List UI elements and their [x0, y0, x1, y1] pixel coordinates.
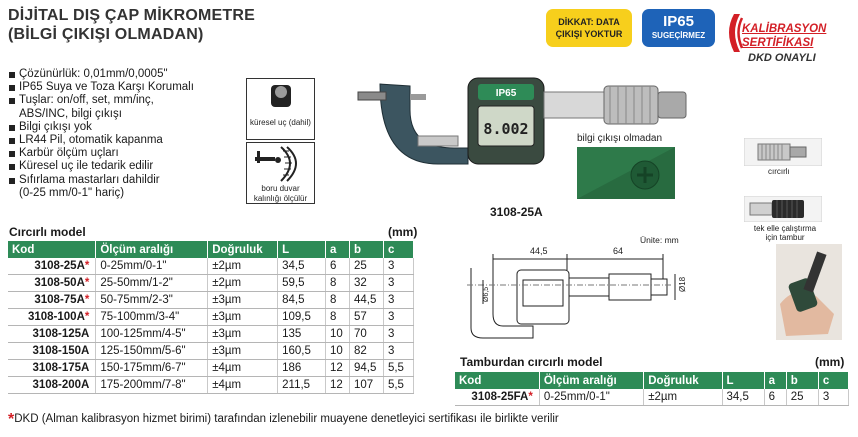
cell-range: 150-175mm/6-7" — [96, 359, 208, 376]
table-row — [8, 258, 414, 275]
cell-accuracy: ±3µm — [208, 292, 278, 309]
dimension-44-5: 44,5 — [530, 246, 548, 256]
cell-b: 82 — [350, 342, 384, 359]
cell-a: 8 — [326, 309, 350, 326]
ratchet-stop-image — [744, 138, 822, 166]
cell-c: 3 — [383, 309, 413, 326]
cell-L: 34,5 — [722, 389, 764, 406]
cell-accuracy: ±2µm — [208, 275, 278, 292]
cell-c: 3 — [383, 326, 413, 343]
dimension-d6-5: Ø6,5 — [483, 286, 490, 302]
no-data-output-badge — [546, 9, 632, 47]
dkd-star: * — [528, 391, 533, 404]
cell-a: 10 — [326, 342, 350, 359]
cell-accuracy: ±2µm — [644, 389, 722, 406]
certificate-line-1: KALİBRASYON — [742, 23, 827, 35]
certificate-line-2: SERTİFİKASI — [742, 37, 814, 49]
ratchet-model-table — [8, 241, 414, 394]
header-accuracy: Doğruluk — [208, 241, 278, 258]
table-row — [455, 389, 849, 406]
cell-range: 0-25mm/0-1" — [539, 389, 643, 406]
cell-L: 109,5 — [278, 309, 326, 326]
thimble-caption — [738, 224, 832, 242]
cell-accuracy: ±3µm — [208, 309, 278, 326]
cell-b: 107 — [350, 376, 384, 393]
cell-a: 10 — [326, 326, 350, 343]
cell-accuracy: ±2µm — [208, 258, 278, 275]
header-range: Ölçüm aralığı — [539, 372, 643, 389]
cell-a: 6 — [764, 389, 786, 406]
code-text: 3108-175A — [32, 361, 90, 374]
table-row — [8, 275, 414, 292]
cell-code — [455, 389, 539, 406]
thimble-caption-line-2: için tambur — [765, 233, 805, 242]
cell-code — [8, 275, 96, 292]
cell-b: 94,5 — [350, 359, 384, 376]
cell-c: 5,5 — [383, 376, 413, 393]
cell-code — [8, 292, 96, 309]
display-reading: 8.002 — [483, 120, 529, 138]
dkd-star: * — [84, 294, 90, 307]
footnote-star: * — [8, 411, 15, 428]
table1-caption: Cırcırlı model — [9, 225, 86, 239]
hand-using-micrometer-image — [776, 244, 842, 340]
code-text: 3108-150A — [32, 344, 90, 357]
cell-b: 57 — [350, 309, 384, 326]
certificate-text — [742, 22, 826, 50]
feature-item: Küresel uç ile tedarik edilir — [8, 160, 194, 173]
cell-a: 12 — [326, 359, 350, 376]
feature-item: Sıfırlama mastarları dahildir — [8, 174, 194, 187]
feature-item-continuation: (0-25 mm/0-1" hariç) — [19, 186, 125, 199]
code-text: 3108-25A — [34, 260, 85, 273]
table-header-row — [455, 372, 849, 389]
cell-L: 84,5 — [278, 292, 326, 309]
cell-accuracy: ±4µm — [208, 376, 278, 393]
page-title — [8, 6, 255, 44]
feature-item: Tuşlar: on/off, set, mm/inç, — [8, 94, 194, 107]
ip65-badge — [642, 9, 715, 47]
code-text: 3108-125A — [32, 328, 90, 340]
header-code: Kod — [455, 372, 539, 389]
cell-b: 25 — [786, 389, 818, 406]
cell-b: 70 — [350, 326, 384, 343]
cell-range: 25-50mm/1-2" — [96, 275, 208, 292]
table-row — [8, 376, 414, 393]
no-output-label: bilgi çıkışı olmadan — [577, 133, 663, 144]
dkd-star: * — [84, 311, 90, 324]
header-a: a — [326, 241, 350, 258]
dkd-approved-label: DKD ONAYLI — [748, 52, 816, 64]
pipe-wall-caption-2: kalınlığı ölçülür — [253, 194, 308, 203]
cell-L: 186 — [278, 359, 326, 376]
cell-range: 75-100mm/3-4" — [96, 309, 208, 326]
cell-a: 6 — [326, 258, 350, 275]
code-text: 3108-25FA — [471, 391, 529, 404]
cell-range: 175-200mm/7-8" — [96, 376, 208, 393]
pipe-wall-box — [246, 142, 315, 204]
table-row — [8, 326, 414, 343]
cell-code — [8, 359, 96, 376]
thimble-ratchet-image — [744, 196, 822, 222]
badge-line-2: ÇIKIŞI YOKTUR — [555, 29, 623, 39]
cell-L: 160,5 — [278, 342, 326, 359]
table2-unit: (mm) — [815, 355, 845, 369]
ratchet-caption: cırcırlı — [768, 167, 790, 176]
cell-code — [8, 309, 96, 326]
thimble-ratchet-model-table — [455, 372, 849, 406]
header-code: Kod — [8, 241, 96, 258]
ball-end-icon — [247, 79, 314, 119]
feature-item: Çözünürlük: 0,01mm/0,0005" — [8, 68, 194, 81]
unit-label: Ünite: mm — [640, 235, 679, 245]
dkd-star: * — [84, 260, 90, 273]
cell-range: 50-75mm/2-3" — [96, 292, 208, 309]
cell-L: 211,5 — [278, 376, 326, 393]
code-text: 3108-100A — [27, 311, 85, 324]
cell-code — [8, 376, 96, 393]
table-row — [8, 359, 414, 376]
thimble-caption-line-1: tek elle çalıştırma — [753, 224, 817, 233]
cell-b: 32 — [350, 275, 384, 292]
no-output-detail-image — [577, 147, 675, 199]
dimension-drawing — [463, 240, 703, 344]
feature-item: Karbür ölçüm uçları — [8, 147, 194, 160]
table-row — [8, 342, 414, 359]
pipe-wall-icon — [247, 143, 314, 183]
header-accuracy: Doğruluk — [644, 372, 722, 389]
cell-code — [8, 326, 96, 343]
ip65-label: IP65 — [663, 13, 694, 30]
feature-item-continuation: ABS/INC, bilgi çıkışı — [19, 107, 122, 120]
cell-accuracy: ±3µm — [208, 342, 278, 359]
cell-range: 125-150mm/5-6" — [96, 342, 208, 359]
header-range: Ölçüm aralığı — [96, 241, 208, 258]
title-line-1: DİJİTAL DIŞ ÇAP MİKROMETRE — [8, 7, 255, 24]
table2-caption: Tamburdan cırcırlı model — [460, 355, 603, 369]
header-L: L — [722, 372, 764, 389]
cell-accuracy: ±4µm — [208, 359, 278, 376]
footnote — [8, 411, 559, 429]
cell-b: 44,5 — [350, 292, 384, 309]
feature-item: Bilgi çıkışı yok — [8, 121, 194, 134]
title-line-2: (BİLGİ ÇIKIŞI OLMADAN) — [8, 26, 204, 43]
waterproof-label: SUGEÇİRMEZ — [651, 31, 706, 40]
ball-end-caption: küresel uç (dahil) — [250, 118, 311, 127]
header-c: c — [818, 372, 848, 389]
pipe-wall-caption-1: boru duvar — [261, 184, 300, 193]
table-header-row — [8, 241, 414, 258]
cell-range: 0-25mm/0-1" — [96, 258, 208, 275]
cell-a: 8 — [326, 275, 350, 292]
cell-L: 59,5 — [278, 275, 326, 292]
footnote-text: DKD (Alman kalibrasyon hizmet birimi) tarafından izlenebilir muayene denetleyici sertifikası ile birlikte verilir — [14, 413, 559, 425]
code-text: 3108-75A — [34, 294, 85, 307]
cell-a: 12 — [326, 376, 350, 393]
cell-c: 3 — [383, 292, 413, 309]
cell-c: 5,5 — [383, 359, 413, 376]
header-c: c — [383, 241, 413, 258]
header-a: a — [764, 372, 786, 389]
table-row — [8, 309, 414, 326]
calibration-certificate-badge — [726, 8, 854, 68]
cell-accuracy: ±3µm — [208, 326, 278, 343]
cell-a: 8 — [326, 292, 350, 309]
display-brand: IP65 — [495, 88, 517, 99]
table1-unit: (mm) — [388, 225, 418, 239]
cell-c: 3 — [818, 389, 848, 406]
cell-c: 3 — [383, 258, 413, 275]
code-text: 3108-50A — [34, 277, 85, 290]
dimension-d18: Ø18 — [678, 276, 687, 292]
feature-item: LR44 Pil, otomatik kapanma — [8, 134, 194, 147]
cell-code — [8, 258, 96, 275]
badge-line-1: DİKKAT: DATA — [558, 17, 620, 27]
cell-range: 100-125mm/4-5" — [96, 326, 208, 343]
code-text: 3108-200A — [32, 378, 90, 391]
cell-L: 34,5 — [278, 258, 326, 275]
dkd-star: * — [84, 277, 90, 290]
cell-c: 3 — [383, 275, 413, 292]
header-b: b — [350, 241, 384, 258]
cell-b: 25 — [350, 258, 384, 275]
header-b: b — [786, 372, 818, 389]
dimension-64: 64 — [613, 246, 624, 256]
cell-L: 135 — [278, 326, 326, 343]
cell-code — [8, 342, 96, 359]
feature-list — [8, 68, 194, 200]
header-L: L — [278, 241, 326, 258]
model-main-label: 3108-25A — [490, 205, 543, 219]
table-row — [8, 292, 414, 309]
feature-item: IP65 Suya ve Toza Karşı Korumalı — [8, 81, 194, 94]
cell-c: 3 — [383, 342, 413, 359]
ball-end-box — [246, 78, 315, 140]
